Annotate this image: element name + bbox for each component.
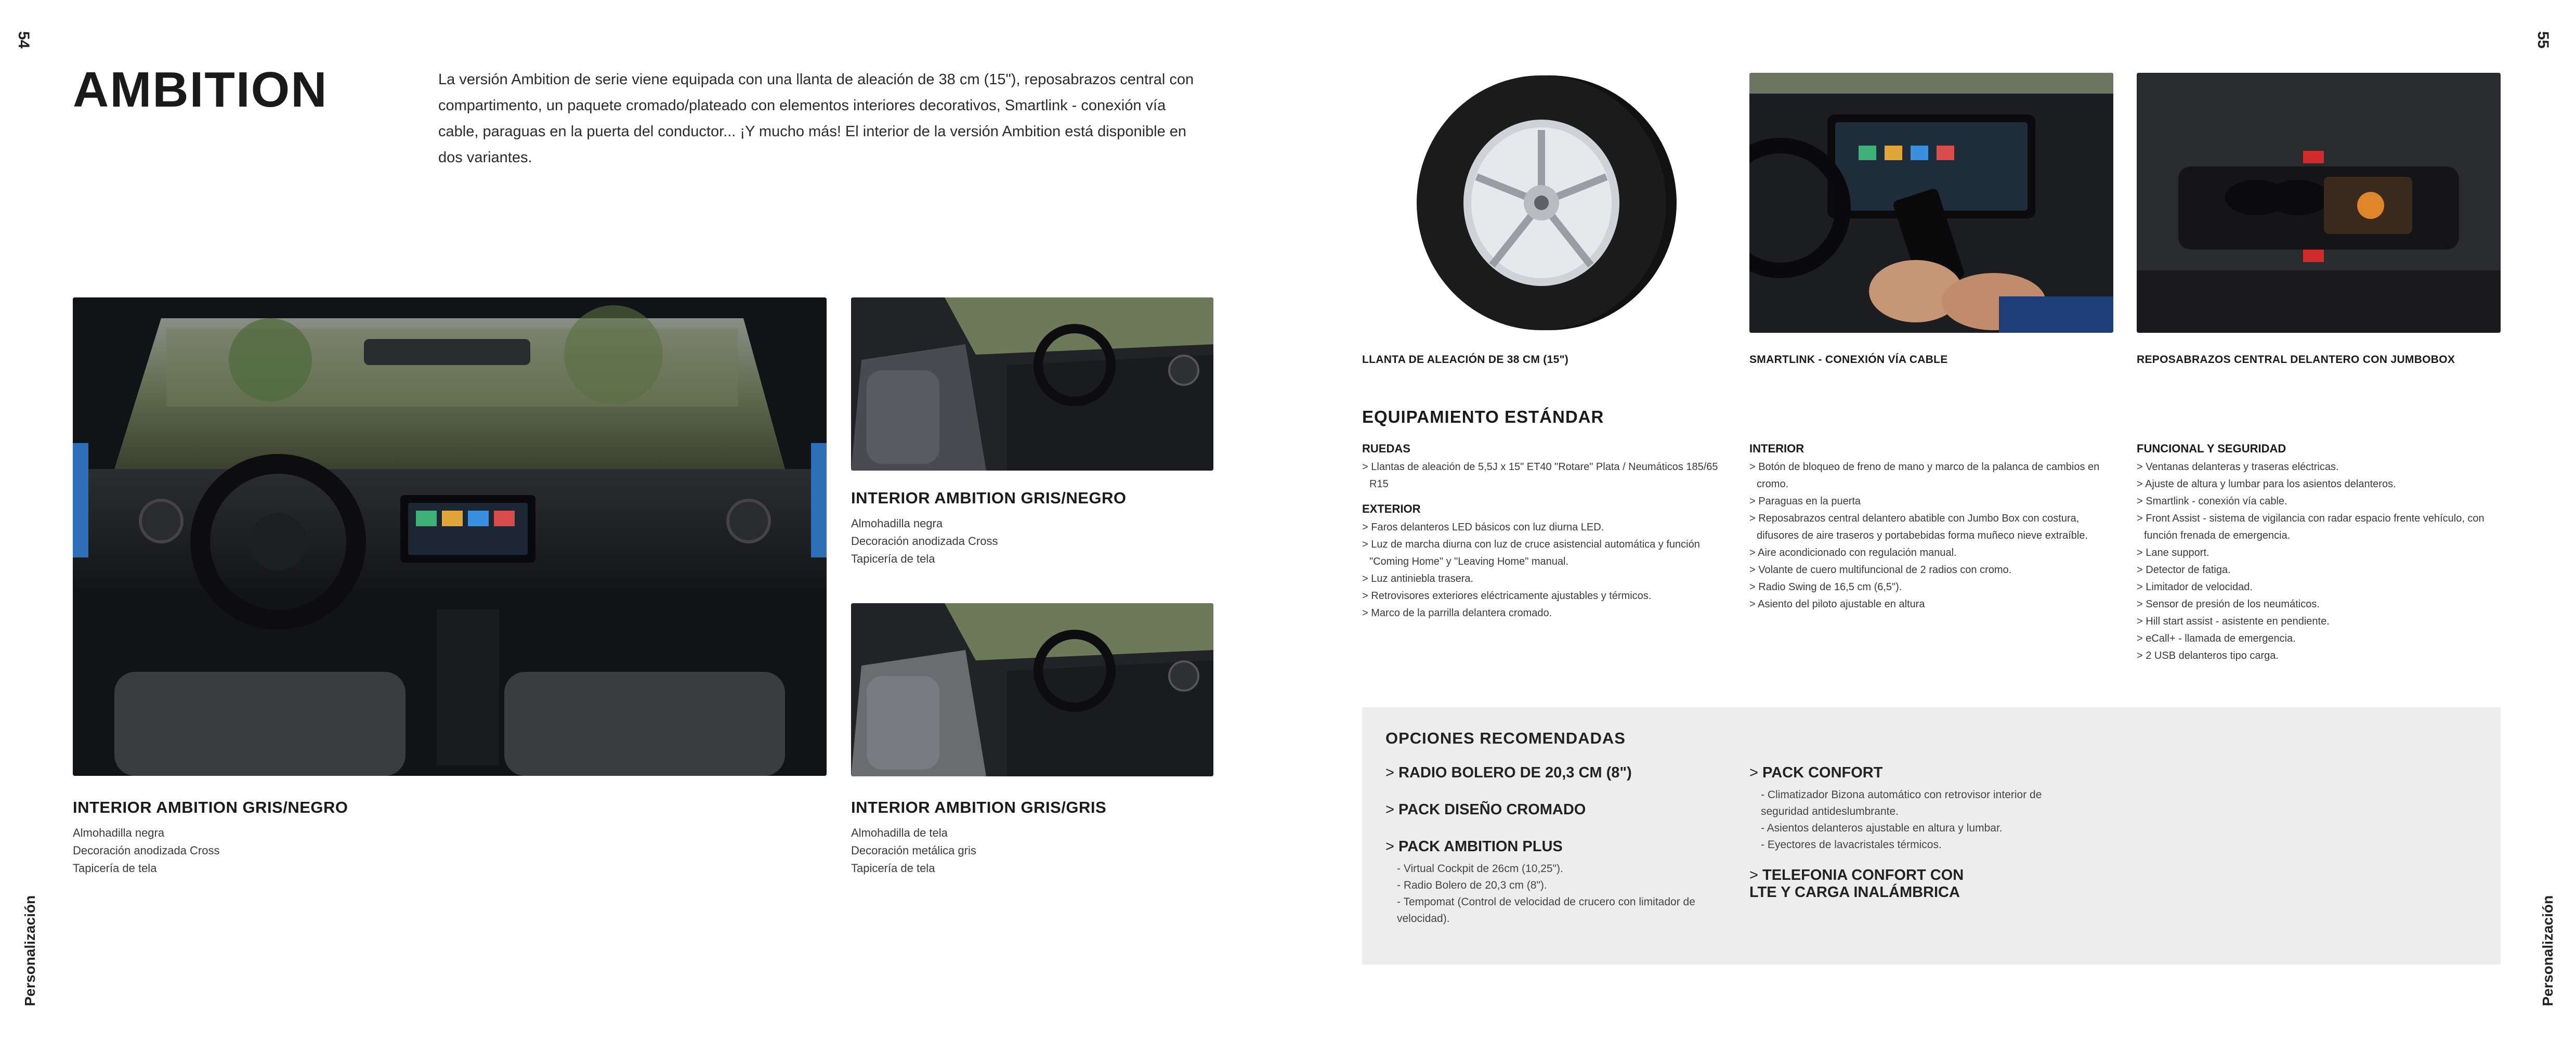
list-item: > Detector de fatiga. xyxy=(2137,562,2501,579)
option-item: > PACK DISEÑO CROMADO xyxy=(1385,801,1708,818)
list-item: > Luz antiniebla trasera. xyxy=(1362,570,1721,588)
option-item: > RADIO BOLERO DE 20,3 CM (8") xyxy=(1385,764,1708,782)
equipment-column-3 xyxy=(2137,442,2501,674)
equipment-column-2 xyxy=(1749,442,2108,622)
list-item: > Reposabrazos central delantero abatible con Jumbo Box con costura, difusores de aire traseros y portabebidas forma muñeco nieve extraíble. xyxy=(1749,510,2108,544)
list-item: > Luz de marcha diurna con luz de cruce asistencial automática y función "Coming Home" y "Leaving Home" manual. xyxy=(1362,536,1721,570)
exterior-heading: EXTERIOR xyxy=(1362,502,1421,515)
exterior-list xyxy=(1362,519,1721,622)
option-detail: - Tempomat (Control de velocidad de crucero con limitador de velocidad). xyxy=(1397,894,1708,927)
interior-caption-main xyxy=(73,798,348,877)
list-item: > Lane support. xyxy=(2137,544,2501,562)
funcional-list xyxy=(2137,459,2501,665)
interior-caption-title: INTERIOR AMBITION GRIS/NEGRO xyxy=(851,489,1127,507)
interior-caption-line: Almohadilla negra xyxy=(73,826,165,839)
recommended-options-box xyxy=(1362,707,2501,965)
page-number-left: 54 xyxy=(15,31,32,49)
option-detail: - Climatizador Bizona automático con retrovisor interior de seguridad antideslumbrante. xyxy=(1761,787,2082,820)
interior-caption-line: Almohadilla negra xyxy=(851,517,943,530)
list-item: > eCall+ - llamada de emergencia. xyxy=(2137,630,2501,647)
list-item: > Faros delanteros LED básicos con luz diurna LED. xyxy=(1362,519,1721,536)
list-item: > Limitador de velocidad. xyxy=(2137,579,2501,596)
list-item: > Botón de bloqueo de freno de mano y marco de la palanca de cambios en cromo. xyxy=(1749,459,2108,493)
list-item: > Llantas de aleación de 5,5J x 15" ET40 "Rotare" Plata / Neumáticos 185/65 R15 xyxy=(1362,459,1721,493)
list-item: > 2 USB delanteros tipo carga. xyxy=(2137,647,2501,665)
option-detail: - Virtual Cockpit de 26cm (10,25"). xyxy=(1397,861,1708,877)
list-item: > Hill start assist - asistente en pendiente. xyxy=(2137,613,2501,630)
smartlink-caption: SMARTLINK - CONEXIÓN VÍA CABLE xyxy=(1749,354,1948,366)
interior-list xyxy=(1749,459,2108,613)
side-label-left: Personalización xyxy=(22,895,38,1006)
list-item: > Volante de cuero multifuncional de 2 radios con cromo. xyxy=(1749,562,2108,579)
list-item: > Smartlink - conexión vía cable. xyxy=(2137,493,2501,510)
interior-side-photo-top xyxy=(851,297,1213,471)
interior-caption-line: Decoración anodizada Cross xyxy=(851,535,998,548)
options-title: OPCIONES RECOMENDADAS xyxy=(1385,729,1626,747)
jumbobox-caption: REPOSABRAZOS CENTRAL DELANTERO CON JUMBOBOX xyxy=(2137,354,2455,366)
interior-dashboard-photo xyxy=(73,297,827,776)
standard-equipment-title: EQUIPAMIENTO ESTÁNDAR xyxy=(1362,407,1604,426)
list-item: > Asiento del piloto ajustable en altura xyxy=(1749,596,2108,613)
ruedas-list xyxy=(1362,459,1721,493)
page-number-right: 55 xyxy=(2534,31,2552,49)
interior-heading: INTERIOR xyxy=(1749,442,1804,455)
list-item: > Ajuste de altura y lumbar para los asientos delanteros. xyxy=(2137,476,2501,493)
options-left-column xyxy=(1385,764,1708,941)
alloy-wheel-photo xyxy=(1362,73,1684,333)
interior-caption-title: INTERIOR AMBITION GRIS/NEGRO xyxy=(73,798,348,816)
interior-caption-title: INTERIOR AMBITION GRIS/GRIS xyxy=(851,798,1107,816)
option-item: > PACK AMBITION PLUS xyxy=(1385,838,1708,855)
interior-caption-line: Almohadilla de tela xyxy=(851,826,948,839)
option-item: > TELEFONIA CONFORT CON LTE Y CARGA INALÁMBRICA xyxy=(1749,867,1968,901)
list-item: > Aire acondicionado con regulación manual. xyxy=(1749,544,2108,562)
interior-caption-line: Tapicería de tela xyxy=(851,552,935,565)
smartlink-photo xyxy=(1749,73,2113,333)
intro-paragraph: La versión Ambition de serie viene equipada con una llanta de aleación de 38 cm (15"), reposabrazos central con compartimento, un paquete cromado/plateado con elementos interiores decorativos, Smartlink - conexión vía cable, paraguas en la puerta del conductor... ¡Y mucho más! El interior de la versión Ambition está disponible en dos variantes. xyxy=(438,71,1194,166)
option-details xyxy=(1761,787,2082,853)
list-item: > Sensor de presión de los neumáticos. xyxy=(2137,596,2501,613)
option-detail: - Eyectores de lavacristales térmicos. xyxy=(1761,837,2082,853)
list-item: > Ventanas delanteras y traseras eléctricas. xyxy=(2137,459,2501,476)
interior-side-photo-bottom xyxy=(851,603,1213,776)
page-title: AMBITION xyxy=(73,62,328,118)
interior-caption-line: Decoración metálica gris xyxy=(851,844,976,857)
interior-caption-line: Tapicería de tela xyxy=(73,862,157,875)
option-detail: - Radio Bolero de 20,3 cm (8"). xyxy=(1397,877,1708,894)
ruedas-heading: RUEDAS xyxy=(1362,442,1410,455)
option-details xyxy=(1397,861,1708,927)
options-right-column xyxy=(1749,764,2082,906)
jumbobox-armrest-photo xyxy=(2137,73,2501,333)
list-item: > Paraguas en la puerta xyxy=(1749,493,2108,510)
side-label-right: Personalización xyxy=(2540,895,2556,1006)
option-item: > PACK CONFORT xyxy=(1749,764,2082,782)
funcional-heading: FUNCIONAL Y SEGURIDAD xyxy=(2137,442,2286,455)
list-item: > Front Assist - sistema de vigilancia con radar espacio frente vehículo, con función frenada de emergencia. xyxy=(2137,510,2501,544)
interior-caption-top xyxy=(851,489,1127,568)
equipment-column-1 xyxy=(1362,442,1721,631)
interior-caption-line: Decoración anodizada Cross xyxy=(73,844,220,857)
interior-caption-gris xyxy=(851,798,1106,877)
list-item: > Radio Swing de 16,5 cm (6,5"). xyxy=(1749,579,2108,596)
option-detail: - Asientos delanteros ajustable en altura y lumbar. xyxy=(1761,820,2082,837)
interior-caption-line: Tapicería de tela xyxy=(851,862,935,875)
list-item: > Retrovisores exteriores eléctricamente ajustables y térmicos. xyxy=(1362,588,1721,605)
wheel-caption: LLANTA DE ALEACIÓN DE 38 CM (15") xyxy=(1362,354,1569,366)
list-item: > Marco de la parrilla delantera cromado. xyxy=(1362,605,1721,622)
